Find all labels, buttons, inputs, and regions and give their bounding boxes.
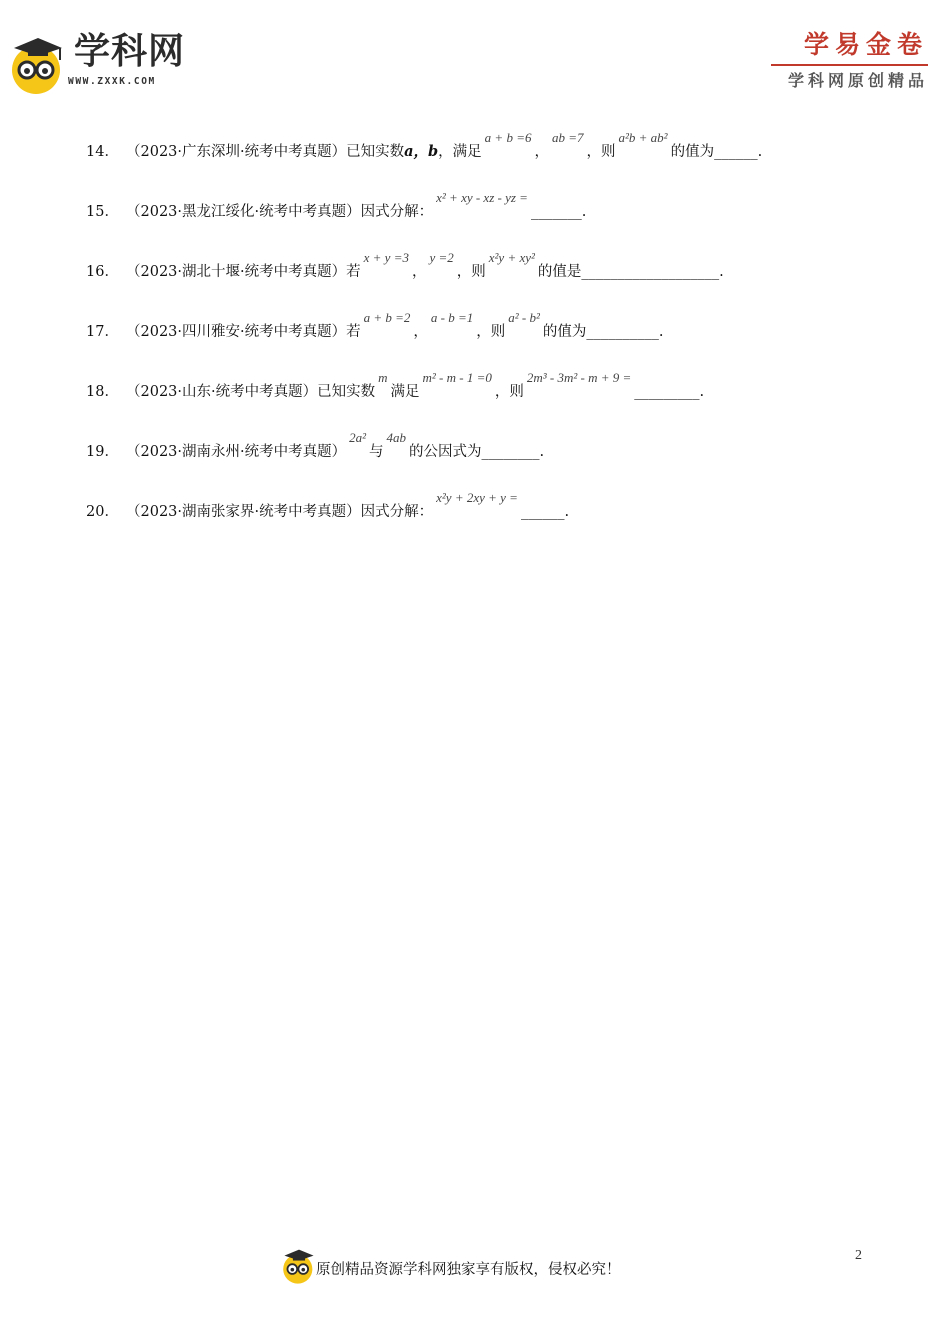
question-18 bbox=[86, 362, 886, 402]
question-number: 18． bbox=[86, 384, 119, 400]
question-19 bbox=[86, 422, 886, 462]
answer-blank[interactable]: _______ bbox=[530, 204, 582, 220]
question-stem: （2023·山东·统考中考真题）已知实数m满足m² - m - 1 =0，则2m³ - 3m² - m + 9 =_________. bbox=[126, 370, 705, 400]
answer-blank[interactable]: ___________________ bbox=[581, 264, 720, 280]
question-stem: （2023·四川雅安·统考中考真题）若a + b =2，a - b =1，则a² - b²的值为__________. bbox=[126, 310, 664, 340]
question-stem: （2023·湖南张家界·统考中考真题）因式分解：x²y + 2xy + y =______. bbox=[126, 490, 570, 520]
math-expression: a² - b² bbox=[508, 310, 540, 325]
answer-blank[interactable]: ______ bbox=[520, 504, 565, 520]
question-number: 15． bbox=[86, 204, 119, 220]
site-logo[interactable] bbox=[10, 30, 190, 94]
owl-graduation-cap-icon bbox=[282, 1246, 316, 1286]
math-expression: m bbox=[378, 370, 388, 385]
answer-blank[interactable]: ______ bbox=[714, 144, 758, 160]
math-expression: a - b =1 bbox=[430, 310, 474, 325]
question-14 bbox=[86, 122, 886, 162]
question-stem: （2023·湖南永州·统考中考真题）2a²与4ab的公因式为________. bbox=[126, 430, 545, 460]
math-expression: y =2 bbox=[429, 250, 454, 265]
question-17 bbox=[86, 302, 886, 342]
question-20 bbox=[86, 482, 886, 522]
math-expression: 2m³ - 3m² - m + 9 = bbox=[526, 370, 632, 385]
owl-graduation-cap-icon bbox=[10, 34, 66, 96]
question-stem: （2023·广东深圳·统考中考真题）已知实数a，b，满足a + b =6，ab =7，则a²b + ab²的值为______. bbox=[126, 130, 763, 160]
math-expression: a + b =6 bbox=[484, 130, 532, 145]
math-expression: x + y =3 bbox=[363, 250, 409, 265]
brand-title: 学易金卷 bbox=[803, 30, 928, 59]
brand-subtitle: 学科网原创精品 bbox=[787, 71, 928, 90]
question-number: 20． bbox=[86, 504, 119, 520]
page-number: 2 bbox=[855, 1248, 862, 1263]
math-expression: m² - m - 1 =0 bbox=[422, 370, 492, 385]
brand-block bbox=[763, 28, 928, 98]
question-stem: （2023·湖北十堰·统考中考真题）若x + y =3，y =2，则x²y + xy²的值是___________________. bbox=[126, 250, 724, 280]
math-expression: 2a² bbox=[349, 430, 367, 445]
math-expression: ab =7 bbox=[551, 130, 584, 145]
question-number: 19． bbox=[86, 444, 119, 460]
math-expression: 4ab bbox=[386, 430, 407, 445]
answer-blank[interactable]: _________ bbox=[634, 384, 700, 400]
answer-blank[interactable]: ________ bbox=[481, 444, 540, 460]
question-number: 17． bbox=[86, 324, 119, 340]
math-expression: a²b + ab² bbox=[618, 130, 668, 145]
footer bbox=[282, 1246, 702, 1286]
question-stem: （2023·黑龙江绥化·统考中考真题）因式分解：x² + xy - xz - yz =_______. bbox=[126, 190, 587, 220]
question-number: 16． bbox=[86, 264, 119, 280]
math-expression: a + b =2 bbox=[363, 310, 411, 325]
math-expression: x²y + 2xy + y = bbox=[436, 490, 518, 505]
copyright-notice: 原创精品资源学科网独家享有版权，侵权必究！ bbox=[316, 1262, 621, 1278]
math-expression: x²y + xy² bbox=[488, 250, 535, 265]
logo-text: 学科网 bbox=[74, 31, 186, 72]
brand-divider bbox=[771, 64, 928, 66]
question-16 bbox=[86, 242, 886, 282]
logo-url: WWW.ZXXK.COM bbox=[68, 76, 156, 87]
answer-blank[interactable]: __________ bbox=[586, 324, 659, 340]
question-number: 14． bbox=[86, 144, 119, 160]
question-15 bbox=[86, 182, 886, 222]
math-expression: x² + xy - xz - yz = bbox=[436, 190, 528, 205]
